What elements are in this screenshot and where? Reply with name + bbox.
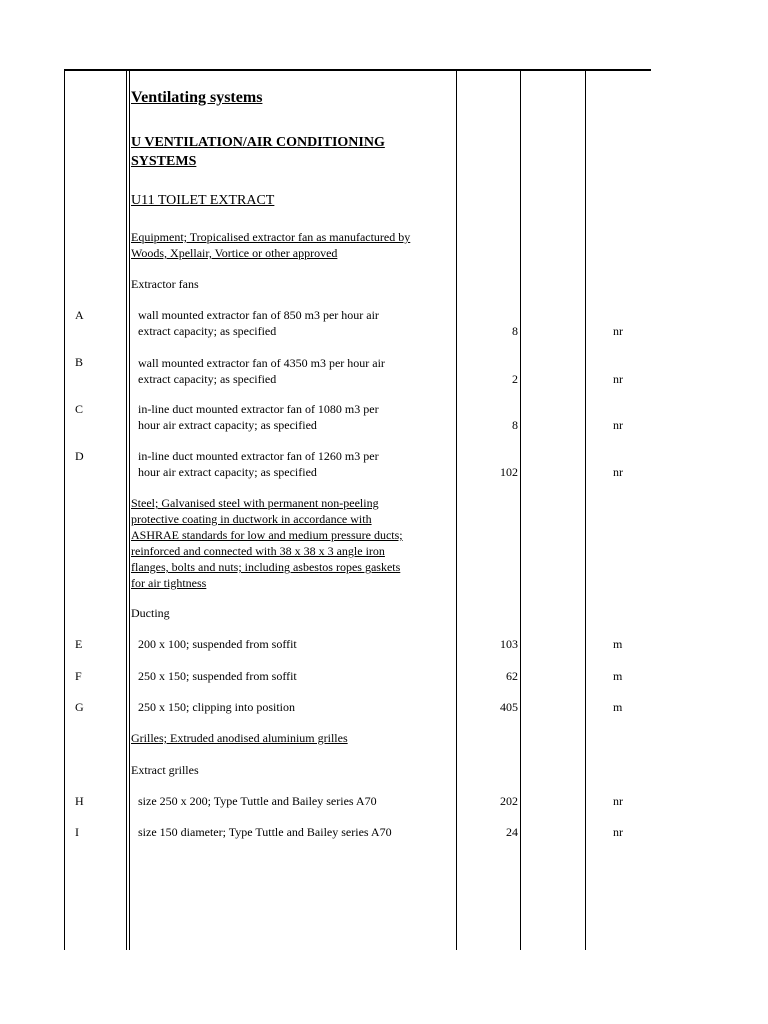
item-description-line-2: extract capacity; as specified [138, 372, 277, 386]
item-description-line-2: hour air extract capacity; as specified [138, 465, 317, 479]
item-description: 250 x 150; suspended from soffit [138, 669, 297, 683]
item-quantity: 62 [506, 669, 518, 683]
item-description-line-1: in-line duct mounted extractor fan of 1260 m3 per [138, 449, 379, 463]
item-ref: D [75, 449, 84, 463]
group-label-extract-grilles: Extract grilles [131, 763, 199, 777]
item-unit: nr [613, 324, 623, 338]
item-ref: G [75, 700, 84, 714]
item-unit: nr [613, 418, 623, 432]
item-unit: nr [613, 465, 623, 479]
item-quantity: 8 [512, 418, 518, 432]
steel-spec-line-5: flanges, bolts and nuts; including asbestos ropes gaskets [131, 560, 401, 574]
item-description: size 250 x 200; Type Tuttle and Bailey series A70 [138, 794, 377, 808]
item-quantity: 103 [500, 637, 518, 651]
item-unit: nr [613, 825, 623, 839]
steel-spec-line-6: for air tightness [131, 576, 207, 590]
item-description: 200 x 100; suspended from soffit [138, 637, 297, 651]
item-unit: nr [613, 794, 623, 808]
steel-spec-line-3: ASHRAE standards for low and medium pressure ducts; [131, 528, 403, 542]
column-rule-left [64, 70, 65, 950]
group-label-extractor-fans: Extractor fans [131, 277, 199, 291]
item-ref: B [75, 355, 84, 369]
steel-spec-line-4: reinforced and connected with 38 x 38 x 3 angle iron [131, 544, 385, 558]
grilles-spec: Grilles; Extruded anodised aluminium grilles [131, 731, 348, 745]
item-quantity: 102 [500, 465, 518, 479]
item-ref: A [75, 308, 84, 322]
column-rule-rate [585, 70, 586, 950]
item-unit: nr [613, 372, 623, 386]
item-description: size 150 diameter; Type Tuttle and Bailey series A70 [138, 825, 392, 839]
item-ref: F [75, 669, 82, 683]
section-subtitle-line-1: U VENTILATION/AIR CONDITIONING [131, 135, 385, 150]
equipment-spec-line-1: Equipment; Tropicalised extractor fan as manufactured by [131, 230, 411, 244]
item-quantity: 24 [506, 825, 518, 839]
item-quantity: 202 [500, 794, 518, 808]
item-description-line-2: hour air extract capacity; as specified [138, 418, 317, 432]
item-quantity: 2 [512, 372, 518, 386]
item-ref: I [75, 825, 79, 839]
top-rule [64, 69, 651, 71]
item-description-line-1: wall mounted extractor fan of 850 m3 per hour air [138, 308, 379, 322]
equipment-spec-line-2: Woods, Xpellair, Vortice or other approved [131, 246, 338, 260]
item-ref: E [75, 637, 83, 651]
section-subtitle-line-2: SYSTEMS [131, 154, 197, 169]
item-ref: C [75, 402, 84, 416]
item-unit: m [613, 669, 623, 683]
group-label-ducting: Ducting [131, 606, 170, 620]
item-unit: m [613, 700, 623, 714]
item-description-line-1: wall mounted extractor fan of 4350 m3 per hour air [138, 356, 385, 370]
subsection-title: U11 TOILET EXTRACT [131, 193, 275, 208]
section-title: Ventilating systems [131, 89, 263, 106]
item-unit: m [613, 637, 623, 651]
item-description: 250 x 150; clipping into position [138, 700, 296, 714]
item-description-line-1: in-line duct mounted extractor fan of 1080 m3 per [138, 402, 379, 416]
item-quantity: 405 [500, 700, 518, 714]
column-rule-quantity [456, 70, 457, 950]
item-quantity: 8 [512, 324, 518, 338]
item-description-line-2: extract capacity; as specified [138, 324, 277, 338]
item-ref: H [75, 794, 84, 808]
column-rule-description-2 [129, 70, 130, 950]
steel-spec-line-2: protective coating in ductwork in accordance with [131, 512, 372, 526]
steel-spec-line-1: Steel; Galvanised steel with permanent non-peeling [131, 496, 379, 510]
column-rule-description-1 [126, 70, 127, 950]
column-rule-unit [520, 70, 521, 950]
